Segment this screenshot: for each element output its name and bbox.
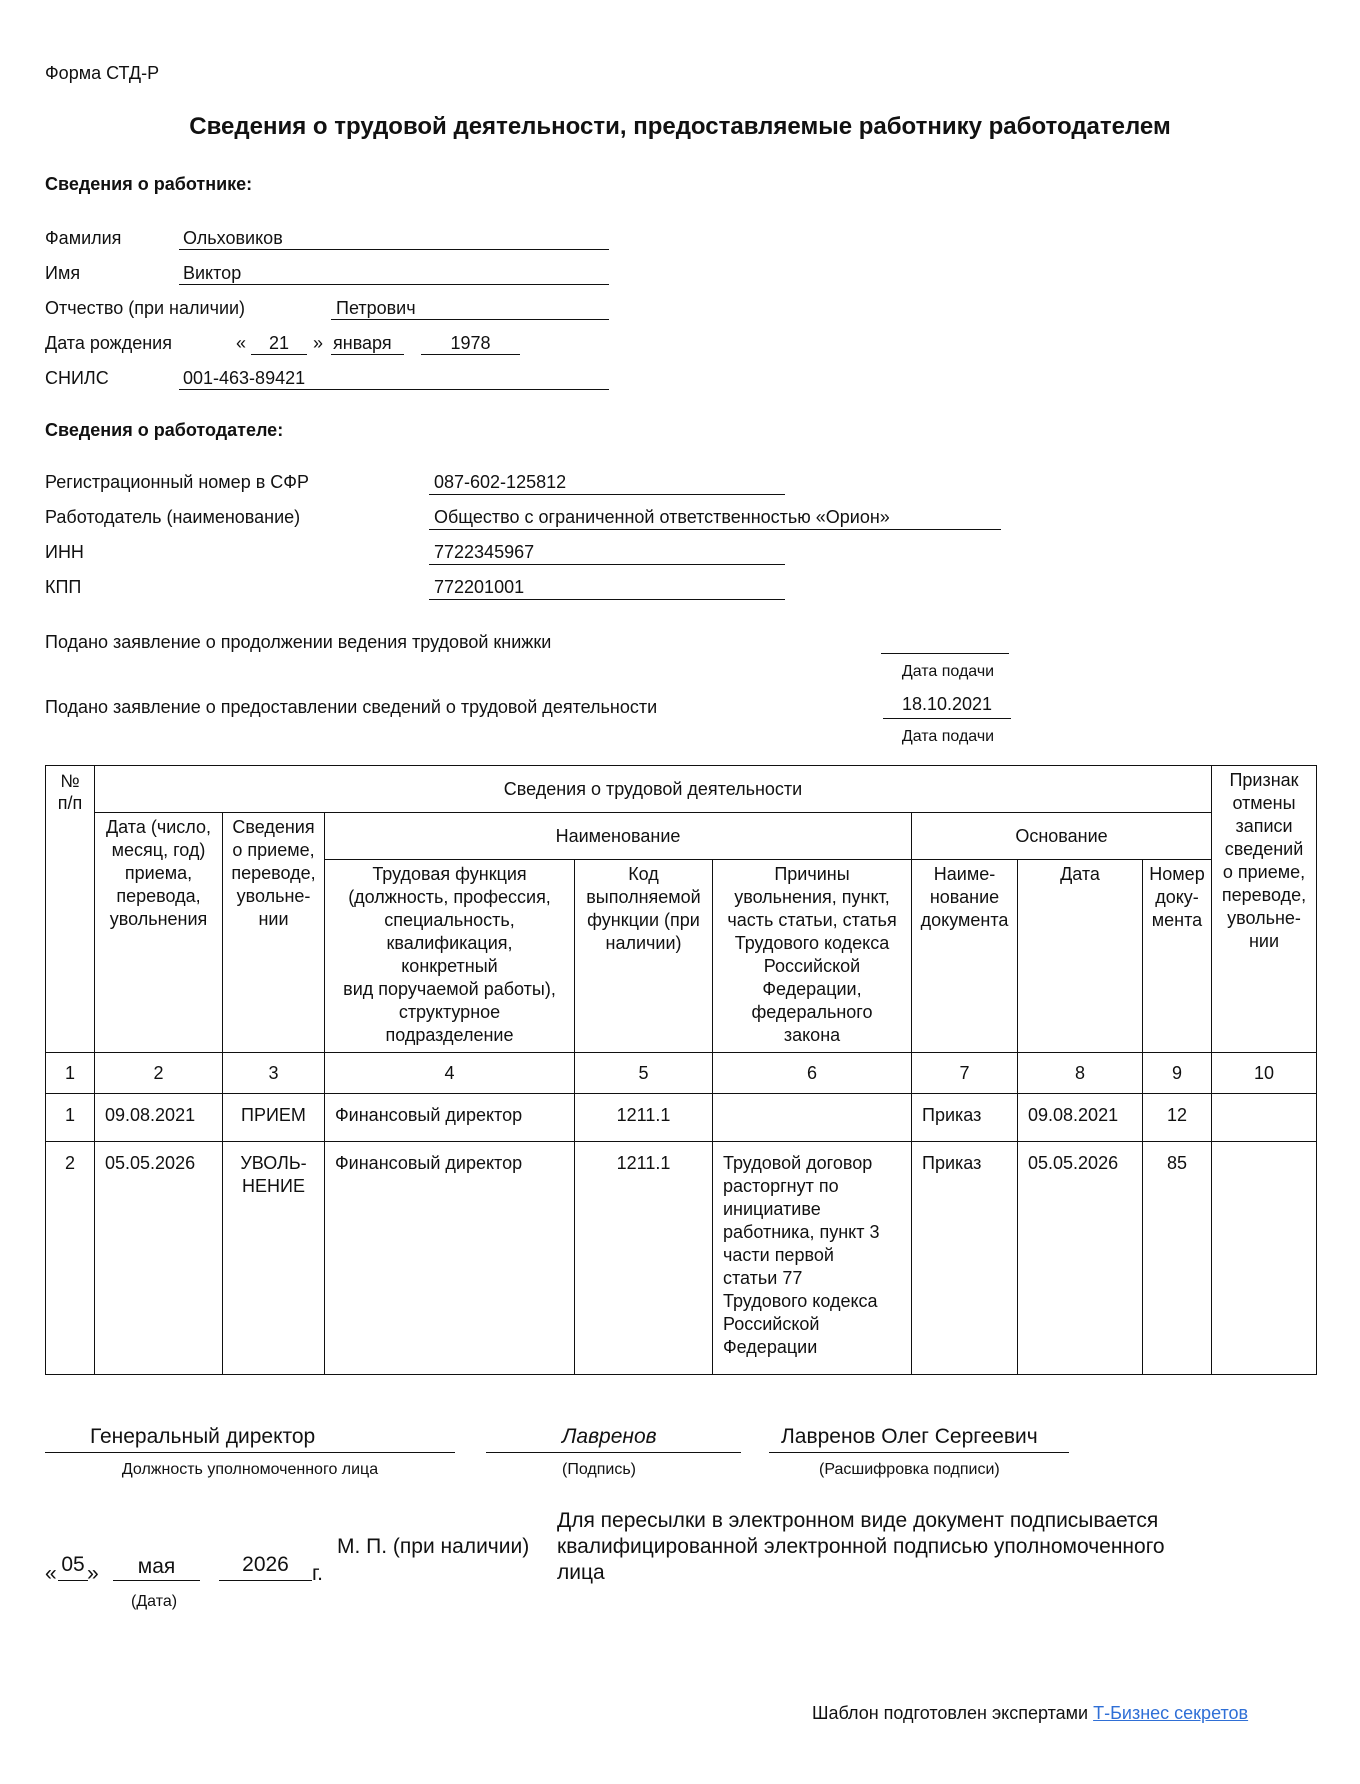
header-work-info: Сведения о трудовой деятельности xyxy=(95,766,1212,813)
row-doc-name: Приказ xyxy=(912,1142,1018,1375)
birth-year-underline xyxy=(421,354,520,355)
patronymic-value: Петрович xyxy=(336,298,416,318)
date-quote-close: » xyxy=(87,1562,99,1585)
row-date: 09.08.2021 xyxy=(95,1094,223,1142)
continue-date-caption: Дата подачи xyxy=(901,663,995,680)
inn-label: ИНН xyxy=(45,542,84,562)
row-reason: Трудовой договор расторгнут по инициативе работника, пункт 3 части первой статьи 77 Трудового кодекса Российской Федерации xyxy=(713,1142,912,1375)
header-doc-number: Номер доку- мента xyxy=(1143,860,1212,1053)
continue-date-underline xyxy=(881,653,1009,654)
employer-name-label: Работодатель (наименование) xyxy=(45,507,301,527)
date-month: мая xyxy=(137,1555,176,1578)
signer-fullname-caption: (Расшифровка подписи) xyxy=(819,1461,1000,1478)
page-title: Сведения о трудовой деятельности, предоставляемые работнику работодателем xyxy=(189,113,1171,140)
signature: Лавренов xyxy=(562,1425,657,1448)
employer-name-underline xyxy=(429,529,1001,530)
column-number: 9 xyxy=(1143,1053,1212,1094)
date-year-underline xyxy=(219,1580,312,1581)
date-year-suffix: г. xyxy=(312,1562,323,1585)
signer-position-caption: Должность уполномоченного лица xyxy=(121,1461,379,1478)
header-doc-name: Наиме- нование документа xyxy=(912,860,1018,1053)
row-doc-name: Приказ xyxy=(912,1094,1018,1142)
row-date: 05.05.2026 xyxy=(95,1142,223,1375)
row-doc-date: 05.05.2026 xyxy=(1018,1142,1143,1375)
row-doc-date: 09.08.2021 xyxy=(1018,1094,1143,1142)
birth-day: 21 xyxy=(268,333,290,353)
date-caption: (Дата) xyxy=(131,1593,178,1610)
birth-month: января xyxy=(333,333,392,353)
name-value: Виктор xyxy=(183,263,242,283)
name-underline xyxy=(179,284,609,285)
snils-label: СНИЛС xyxy=(45,368,109,388)
row-doc-number: 12 xyxy=(1143,1094,1212,1142)
header-info: Сведения о приеме, переводе, увольне- нии xyxy=(223,813,325,1053)
reg-value: 087-602-125812 xyxy=(434,472,567,492)
employer-heading: Сведения о работодателе: xyxy=(45,420,284,440)
column-number: 7 xyxy=(912,1053,1018,1094)
row-function: Финансовый директор xyxy=(325,1142,575,1375)
form-label: Форма СТД-Р xyxy=(45,63,160,83)
header-basis: Основание xyxy=(912,813,1212,860)
row-doc-number: 85 xyxy=(1143,1142,1212,1375)
row-number: 2 xyxy=(46,1142,95,1375)
column-number: 5 xyxy=(575,1053,713,1094)
snils-value: 001-463-89421 xyxy=(183,368,306,388)
signature-underline xyxy=(486,1452,741,1453)
footer-text: Шаблон подготовлен экспертами xyxy=(812,1703,1089,1723)
header-code: Код выполняемой функции (при наличии) xyxy=(575,860,713,1053)
header-doc-date: Дата xyxy=(1018,860,1143,1053)
signer-fullname: Лавренов Олег Сергеевич xyxy=(781,1425,1038,1448)
header-reason: Причины увольнения, пункт, часть статьи, статья Трудового кодекса Российской Федерации, федерального закона xyxy=(713,860,912,1053)
kpp-label: КПП xyxy=(45,577,82,597)
date-quote-open: « xyxy=(45,1562,57,1585)
surname-underline xyxy=(179,249,609,250)
continue-statement-label: Подано заявление о продолжении ведения трудовой книжки xyxy=(45,632,552,652)
header-cancel-flag: Признак отмены записи сведений о приеме, переводе, увольне- нии xyxy=(1212,766,1317,1053)
row-code: 1211.1 xyxy=(575,1142,713,1375)
birth-quote-open: « xyxy=(236,333,247,353)
date-day: 05 xyxy=(61,1553,85,1576)
table-row xyxy=(46,1142,1317,1375)
birth-label: Дата рождения xyxy=(45,333,172,353)
header-date: Дата (число, месяц, год) приема, перевода, увольнения xyxy=(95,813,223,1053)
row-cancel-flag xyxy=(1212,1094,1317,1142)
stamp-place: М. П. (при наличии) xyxy=(337,1535,530,1558)
provide-date-underline xyxy=(883,718,1011,719)
date-month-underline xyxy=(113,1580,200,1581)
work-history-table xyxy=(45,765,1317,1375)
signer-position-underline xyxy=(45,1452,455,1453)
row-code: 1211.1 xyxy=(575,1094,713,1142)
row-cancel-flag xyxy=(1212,1142,1317,1375)
table-row xyxy=(46,1094,1317,1142)
employer-name-value: Общество с ограниченной ответственностью «Орион» xyxy=(434,507,890,527)
column-number: 4 xyxy=(325,1053,575,1094)
footer xyxy=(812,1703,1248,1724)
provide-date-caption: Дата подачи xyxy=(901,728,995,745)
column-numbers-row xyxy=(46,1053,1317,1094)
patronymic-underline xyxy=(331,319,609,320)
row-info: ПРИЕМ xyxy=(223,1094,325,1142)
date-day-underline xyxy=(58,1580,88,1581)
kpp-value: 772201001 xyxy=(434,577,525,597)
birth-year: 1978 xyxy=(450,333,491,353)
surname-label: Фамилия xyxy=(45,228,122,248)
signer-position: Генеральный директор xyxy=(90,1425,316,1448)
header-number: № п/п xyxy=(46,766,95,1053)
surname-value: Ольховиков xyxy=(183,228,283,248)
column-number: 3 xyxy=(223,1053,325,1094)
date-year: 2026 xyxy=(242,1553,289,1576)
reg-label: Регистрационный номер в СФР xyxy=(45,472,309,492)
birth-month-underline xyxy=(331,354,404,355)
column-number: 6 xyxy=(713,1053,912,1094)
signer-fullname-underline xyxy=(769,1452,1069,1453)
row-function: Финансовый директор xyxy=(325,1094,575,1142)
electronic-signature-note: Для пересылки в электронном виде документ подписывается квалифицированной электронной подписью уполномоченного лица xyxy=(557,1509,1165,1584)
header-row-2 xyxy=(46,813,1317,860)
provide-statement-label: Подано заявление о предоставлении сведений о трудовой деятельности xyxy=(45,697,658,717)
signature-caption: (Подпись) xyxy=(562,1461,636,1478)
row-number: 1 xyxy=(46,1094,95,1142)
reg-underline xyxy=(429,494,785,495)
name-label: Имя xyxy=(45,263,81,283)
birth-quote-close: » xyxy=(313,333,324,353)
inn-underline xyxy=(429,564,785,565)
column-number: 8 xyxy=(1018,1053,1143,1094)
inn-value: 7722345967 xyxy=(434,542,535,562)
kpp-underline xyxy=(429,599,785,600)
column-number: 1 xyxy=(46,1053,95,1094)
employee-heading: Сведения о работнике: xyxy=(45,174,253,194)
row-reason xyxy=(713,1094,912,1142)
header-row-1 xyxy=(46,766,1317,813)
snils-underline xyxy=(179,389,609,390)
header-function: Трудовая функция (должность, профессия, специальность, квалификация, конкретный вид поручаемой работы), структурное подразделение xyxy=(325,860,575,1053)
row-info: УВОЛЬ- НЕНИЕ xyxy=(223,1142,325,1375)
column-number: 10 xyxy=(1212,1053,1317,1094)
provide-date: 18.10.2021 xyxy=(901,694,993,714)
column-number: 2 xyxy=(95,1053,223,1094)
birth-day-underline xyxy=(251,354,307,355)
patronymic-label: Отчество (при наличии) xyxy=(45,298,246,318)
header-naming: Наименование xyxy=(325,813,912,860)
footer-link[interactable]: Т-Бизнес секретов xyxy=(1093,1703,1249,1723)
